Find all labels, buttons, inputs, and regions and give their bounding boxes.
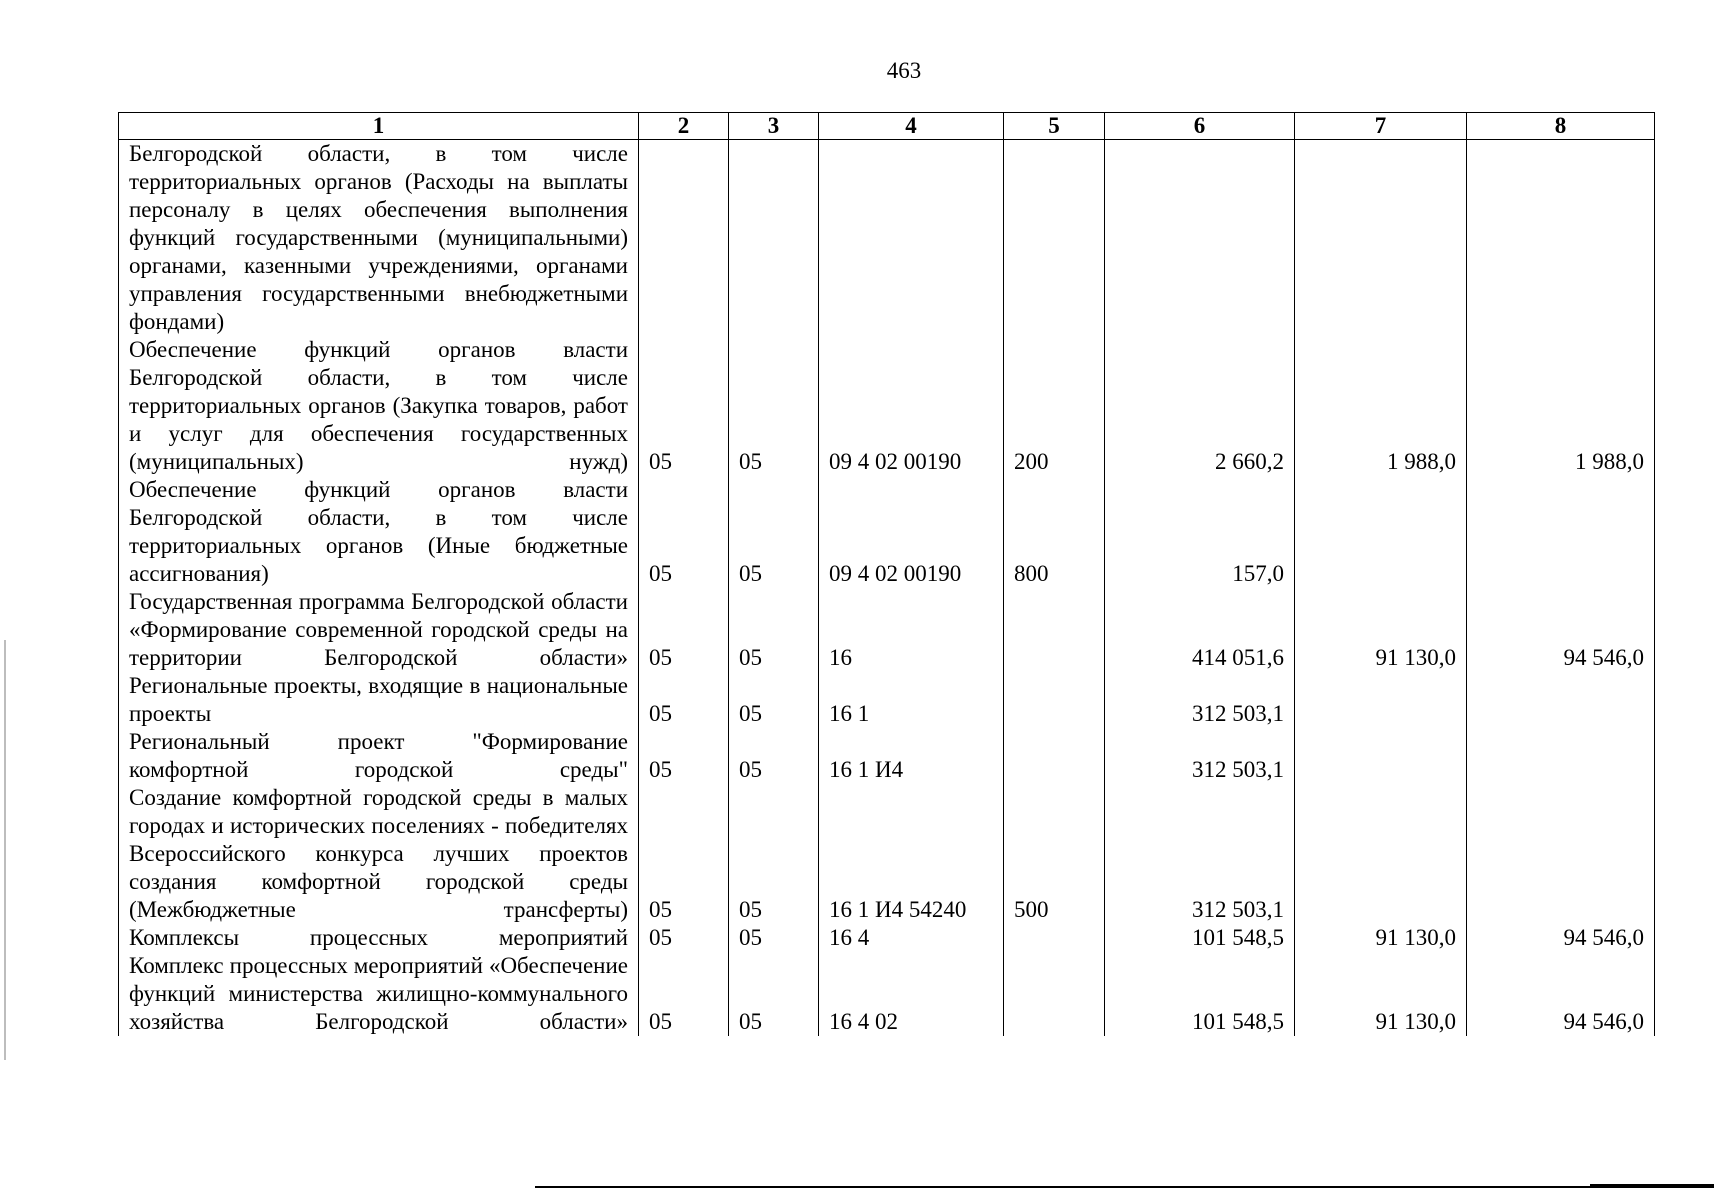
- cell-target-code: 16: [819, 588, 1004, 672]
- cell-subsection: 05: [729, 336, 819, 476]
- cell-amount-7: 1 988,0: [1295, 336, 1467, 476]
- table-row: [119, 728, 1655, 784]
- table-row: [119, 476, 1655, 588]
- row-description: Белгородской области, в том числе территориальных органов (Расходы на выплаты персоналу в целях обеспечения выполнения функций государственными (муниципальными) органами, казенными учреждениями, органами управления государственными внебюджетными фондами): [119, 140, 639, 337]
- column-header-6: 6: [1105, 113, 1295, 140]
- table-row: [119, 140, 1655, 337]
- table-row: [119, 336, 1655, 476]
- cell-amount-7: 91 130,0: [1295, 924, 1467, 952]
- cell-section: 05: [639, 672, 729, 728]
- cell-expense-type: 500: [1004, 784, 1105, 924]
- cell-amount-8: [1467, 140, 1655, 337]
- cell-expense-type: [1004, 952, 1105, 1036]
- cell-subsection: 05: [729, 588, 819, 672]
- cell-subsection: 05: [729, 952, 819, 1036]
- cell-subsection: 05: [729, 784, 819, 924]
- column-header-5: 5: [1004, 113, 1105, 140]
- cell-section: [639, 140, 729, 337]
- cell-target-code: 16 1 И4 54240: [819, 784, 1004, 924]
- cell-section: 05: [639, 476, 729, 588]
- cell-section: 05: [639, 924, 729, 952]
- cell-amount-8: 94 546,0: [1467, 924, 1655, 952]
- cell-target-code: 16 4: [819, 924, 1004, 952]
- cell-subsection: [729, 140, 819, 337]
- cell-expense-type: [1004, 728, 1105, 784]
- column-header-4: 4: [819, 113, 1004, 140]
- cell-amount-7: [1295, 476, 1467, 588]
- cell-amount-8: [1467, 784, 1655, 924]
- page-bottom-rule-thick: [1590, 1184, 1714, 1187]
- cell-subsection: 05: [729, 672, 819, 728]
- cell-amount-7: 91 130,0: [1295, 588, 1467, 672]
- cell-expense-type: [1004, 672, 1105, 728]
- table-row: [119, 924, 1655, 952]
- cell-amount-7: [1295, 672, 1467, 728]
- cell-amount-6: 312 503,1: [1105, 784, 1295, 924]
- cell-amount-7: 91 130,0: [1295, 952, 1467, 1036]
- cell-target-code: 16 1 И4: [819, 728, 1004, 784]
- cell-target-code: [819, 140, 1004, 337]
- table-row: [119, 784, 1655, 924]
- cell-amount-8: 94 546,0: [1467, 588, 1655, 672]
- cell-amount-6: 312 503,1: [1105, 672, 1295, 728]
- cell-section: 05: [639, 728, 729, 784]
- cell-amount-8: 94 546,0: [1467, 952, 1655, 1036]
- table-row: [119, 588, 1655, 672]
- cell-expense-type: 800: [1004, 476, 1105, 588]
- column-header-3: 3: [729, 113, 819, 140]
- cell-amount-7: [1295, 728, 1467, 784]
- cell-amount-8: 1 988,0: [1467, 336, 1655, 476]
- row-description: Региональные проекты, входящие в национальные проекты: [119, 672, 639, 728]
- cell-section: 05: [639, 952, 729, 1036]
- cell-section: 05: [639, 336, 729, 476]
- cell-amount-6: 157,0: [1105, 476, 1295, 588]
- cell-section: 05: [639, 588, 729, 672]
- cell-target-code: 16 1: [819, 672, 1004, 728]
- table-row: [119, 952, 1655, 1036]
- table-row: [119, 672, 1655, 728]
- cell-expense-type: [1004, 140, 1105, 337]
- cell-subsection: 05: [729, 476, 819, 588]
- row-description: Обеспечение функций органов власти Белгородской области, в том числе территориальных органов (Закупка товаров, работ и услуг для обеспечения государственных (муниципальных) нужд): [119, 336, 639, 476]
- budget-table: [118, 112, 1655, 1036]
- cell-expense-type: 200: [1004, 336, 1105, 476]
- cell-amount-8: [1467, 672, 1655, 728]
- cell-expense-type: [1004, 924, 1105, 952]
- cell-section: 05: [639, 784, 729, 924]
- row-description: Комплексы процессных мероприятий: [119, 924, 639, 952]
- cell-amount-6: 414 051,6: [1105, 588, 1295, 672]
- column-header-7: 7: [1295, 113, 1467, 140]
- cell-target-code: 09 4 02 00190: [819, 336, 1004, 476]
- cell-amount-8: [1467, 476, 1655, 588]
- column-header-1: 1: [119, 113, 639, 140]
- scan-edge: [4, 640, 6, 1060]
- cell-amount-6: 312 503,1: [1105, 728, 1295, 784]
- cell-subsection: 05: [729, 924, 819, 952]
- cell-amount-6: [1105, 140, 1295, 337]
- header-row: [119, 113, 1655, 140]
- row-description: Государственная программа Белгородской области «Формирование современной городской среды на территории Белгородской области»: [119, 588, 639, 672]
- row-description: Региональный проект "Формирование комфортной городской среды": [119, 728, 639, 784]
- cell-amount-7: [1295, 784, 1467, 924]
- row-description: Обеспечение функций органов власти Белгородской области, в том числе территориальных органов (Иные бюджетные ассигнования): [119, 476, 639, 588]
- cell-amount-7: [1295, 140, 1467, 337]
- cell-amount-6: 101 548,5: [1105, 952, 1295, 1036]
- cell-target-code: 16 4 02: [819, 952, 1004, 1036]
- cell-subsection: 05: [729, 728, 819, 784]
- row-description: Комплекс процессных мероприятий «Обеспечение функций министерства жилищно-коммунального хозяйства Белгородской области»: [119, 952, 639, 1036]
- cell-target-code: 09 4 02 00190: [819, 476, 1004, 588]
- cell-amount-8: [1467, 728, 1655, 784]
- cell-amount-6: 101 548,5: [1105, 924, 1295, 952]
- page-number: 463: [886, 58, 922, 83]
- row-description: Создание комфортной городской среды в малых городах и исторических поселениях - победителях Всероссийского конкурса лучших проектов создания комфортной городской среды (Межбюджетные трансферты): [119, 784, 639, 924]
- cell-expense-type: [1004, 588, 1105, 672]
- column-header-8: 8: [1467, 113, 1655, 140]
- cell-amount-6: 2 660,2: [1105, 336, 1295, 476]
- column-header-2: 2: [639, 113, 729, 140]
- page-bottom-rule: [535, 1186, 1714, 1188]
